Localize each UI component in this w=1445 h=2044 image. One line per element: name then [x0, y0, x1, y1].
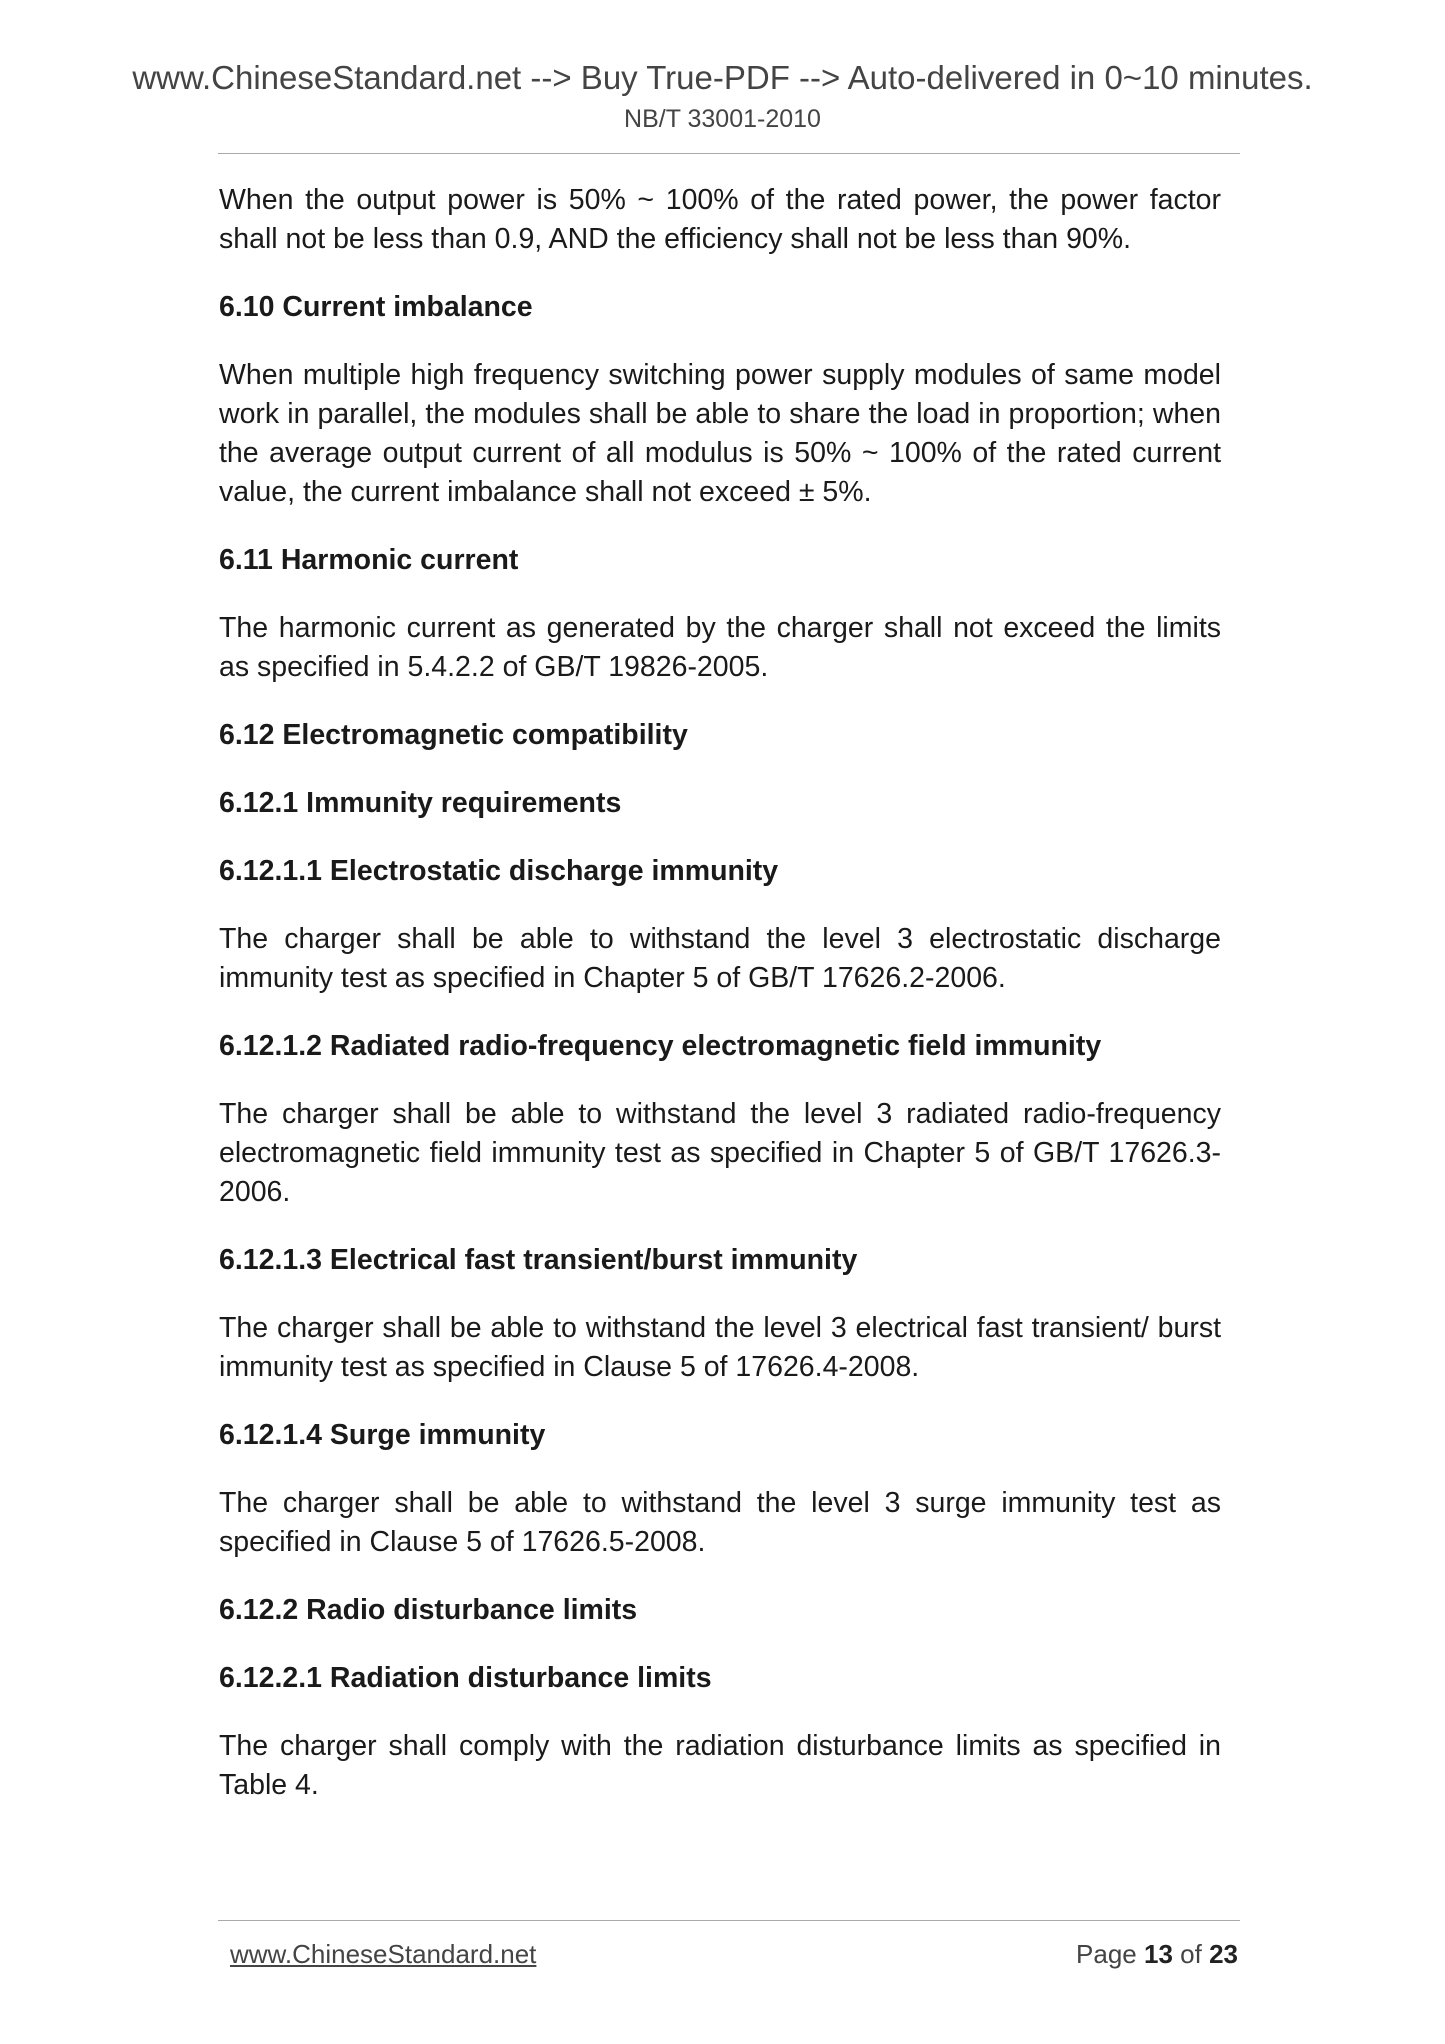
section-6-12-1-2-heading: 6.12.1.2 Radiated radio-frequency electromagnetic field immunity	[219, 1030, 1102, 1062]
section-6-12-1-4-heading: 6.12.1.4 Surge immunity	[219, 1419, 546, 1451]
page-current: 13	[1144, 1939, 1173, 1969]
section-6-12-1-heading: 6.12.1 Immunity requirements	[219, 787, 622, 819]
page-total: 23	[1209, 1939, 1238, 1969]
section-6-12-heading: 6.12 Electromagnetic compatibility	[219, 719, 688, 751]
doc-number: NB/T 33001-2010	[624, 105, 821, 133]
page-label: Page	[1076, 1939, 1137, 1969]
header-banner: www.ChineseStandard.net --> Buy True-PDF --> Auto-delivered in 0~10 minutes.	[132, 59, 1313, 96]
section-6-12-2-1-heading: 6.12.2.1 Radiation disturbance limits	[219, 1662, 712, 1694]
section-6-11-heading: 6.11 Harmonic current	[219, 544, 519, 576]
section-6-12-2-heading: 6.12.2 Radio disturbance limits	[219, 1594, 638, 1626]
section-6-12-1-1-heading: 6.12.1.1 Electrostatic discharge immunity	[219, 855, 779, 887]
page-indicator	[1076, 1938, 1238, 1970]
page-of-label: of	[1180, 1939, 1202, 1969]
section-6-12-1-2-text: The charger shall be able to withstand the level 3 radiated radio-frequency electromagnetic field immunity test as specified in Chapter 5 of GB/T 17626.3-2006.	[219, 1098, 1221, 1208]
intro-paragraph: When the output power is 50% ~ 100% of the rated power, the power factor shall not be less than 0.9, AND the efficiency shall not be less than 90%.	[219, 184, 1221, 255]
header-divider	[218, 153, 1240, 154]
document-body	[219, 181, 1221, 1834]
section-6-11-text: The harmonic current as generated by the charger shall not exceed the limits as specified in 5.4.2.2 of GB/T 19826-2005.	[219, 612, 1221, 683]
section-6-10-heading: 6.10 Current imbalance	[219, 291, 533, 323]
footer-site-link[interactable]: www.ChineseStandard.net	[230, 1939, 537, 1969]
section-6-12-1-4-text: The charger shall be able to withstand the level 3 surge immunity test as specified in Clause 5 of 17626.5-2008.	[219, 1487, 1221, 1558]
section-6-12-1-1-text: The charger shall be able to withstand the level 3 electrostatic discharge immunity test as specified in Chapter 5 of GB/T 17626.2-2006.	[219, 923, 1221, 994]
section-6-12-1-3-heading: 6.12.1.3 Electrical fast transient/burst immunity	[219, 1244, 858, 1276]
section-6-12-2-1-text: The charger shall comply with the radiation disturbance limits as specified in Table 4.	[219, 1730, 1221, 1801]
section-6-12-1-3-text: The charger shall be able to withstand the level 3 electrical fast transient/ burst immunity test as specified in Clause 5 of 17626.4-2008.	[219, 1312, 1221, 1383]
section-6-10-text: When multiple high frequency switching power supply modules of same model work in parallel, the modules shall be able to share the load in proportion; when the average output current of all modulus is 50% ~ 100% of the rated current value, the current imbalance shall not exceed ± 5%.	[219, 359, 1221, 508]
footer-divider	[218, 1920, 1240, 1921]
